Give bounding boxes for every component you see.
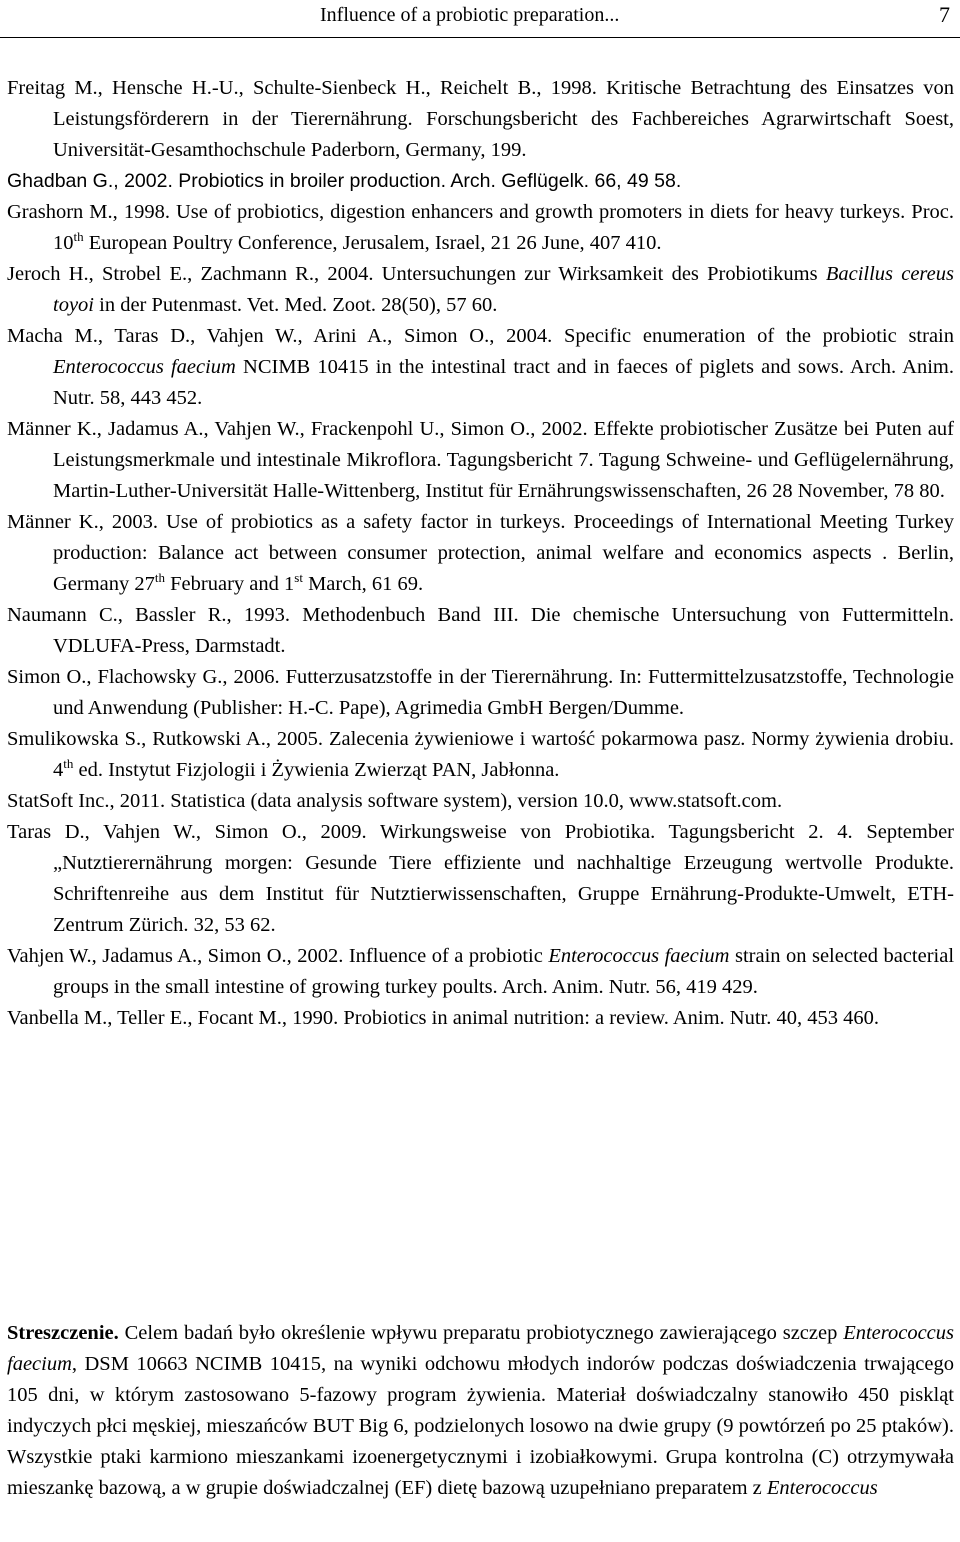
reference-simon: Simon O., Flachowsky G., 2006. Futterzusatzstoffe in der Tierernährung. In: Futtermittelzusatzstoffe, Technologie und Anwendung (Publisher: H.-C. Pape), Agrimedia GmbH Bergen/Dumme. <box>7 666 954 719</box>
summary-paragraph <box>7 1318 954 1504</box>
page-number: 7 <box>939 2 950 27</box>
reference-text: Smulikowska S., Rutkowski A., 2005. Zalecenia żywieniowe i wartość pokarmowa pasz. Normy żywienia drobiu. 4 <box>7 728 954 781</box>
superscript: th <box>63 756 74 771</box>
reference-text: February and 1 <box>165 573 295 595</box>
summary-text: , DSM 10663 NCIMB 10415, na wyniki odchowu młodych indorów podczas doświadczenia trwającego 105 dni, w którym zastosowano 5-fazowy program żywienia. Materiał doświadczalny stanowiło 450 piskląt indyczych płci męskiej, mieszańców BUT Big 6, podzielonych losowo na dwie grupy (9 powtórzeń po 25 ptaków). Wszystkie ptaki karmiono mieszankami izoenergetycznymi i izobiałkowymi. Grupa kontrolna (C) otrzymywała mieszankę bazową, a w grupie doświadczalnej (EF) dietę bazową uzupełniano preparatem z <box>7 1353 954 1499</box>
superscript: th <box>73 229 84 244</box>
superscript: th <box>154 570 166 585</box>
reference-statsoft: StatSoft Inc., 2011. Statistica (data analysis software system), version 10.0, www.statsoft.com. <box>7 790 783 812</box>
species-name: Enterococcus faecium <box>53 356 236 378</box>
reference-text: March, 61 69. <box>302 573 424 595</box>
reference-text: Männer K., 2003. Use of probiotics as a safety factor in turkeys. Proceedings of International Meeting Turkey production: Balance act between consumer protection, animal welfare and economics aspects . Berlin, Germany 27 <box>7 511 954 595</box>
species-name: Enterococcus faecium <box>7 1322 954 1375</box>
reference-vahjen <box>7 941 954 1003</box>
reference-taras: Taras D., Vahjen W., Simon O., 2009. Wirkungsweise von Probiotika. Tagungsbericht 2. 4. September „Nutztierernährung morgen: Gesunde Tiere effiziente und nachhaltige Erzeugung wertvolle Produkte. Schriftenreihe aus dem Institut für Nutztierwissenschaften, Gruppe Ernährung-Produkte-Umwelt, ETH-Zentrum Zürich. 32, 53 62. <box>7 821 954 936</box>
reference-macha <box>7 321 954 414</box>
reference-manner-2003 <box>7 507 954 600</box>
reference-manner-2002: Männer K., Jadamus A., Vahjen W., Frackenpohl U., Simon O., 2002. Effekte probiotischer Zusätze bei Puten auf Leistungsmerkmale und intestinale Mikroflora. Tagungsbericht 7. Tagung Schweine- und Geflügelernährung, Martin-Luther-Universität Halle-Wittenberg, Institut für Ernährungswissenschaften, 26 28 November, 78 80. <box>7 418 954 502</box>
reference-ghadban: Ghadban G., 2002. Probiotics in broiler production. Arch. Geflügelk. 66, 49 58. <box>7 170 682 192</box>
reference-text: Vahjen W., Jadamus A., Simon O., 2002. Influence of a probiotic <box>7 945 549 967</box>
reference-vanbella: Vanbella M., Teller E., Focant M., 1990. Probiotics in animal nutrition: a review. Anim. Nutr. 40, 453 460. <box>7 1007 879 1029</box>
reference-naumann: Naumann C., Bassler R., 1993. Methodenbuch Band III. Die chemische Untersuchung von Futtermitteln. VDLUFA-Press, Darmstadt. <box>7 604 954 657</box>
running-header <box>0 0 960 38</box>
reference-text: Jeroch H., Strobel E., Zachmann R., 2004. Untersuchungen zur Wirksamkeit des Probiotikums <box>7 263 826 285</box>
reference-text: NCIMB 10415 in the intestinal tract and in faeces of piglets and sows. Arch. Anim. Nutr. 58, 443 452. <box>53 356 954 409</box>
superscript: st <box>294 570 303 585</box>
reference-text: ed. Instytut Fizjologii i Żywienia Zwierząt PAN, Jabłonna. <box>73 759 560 781</box>
species-name: Enterococcus <box>766 1477 878 1499</box>
species-name: Enterococcus faecium <box>548 945 730 967</box>
reference-text: strain on selected bacterial groups in the small intestine of growing turkey poults. Arch. Anim. Nutr. 56, 419 429. <box>53 945 955 998</box>
reference-text: Grashorn M., 1998. Use of probiotics, digestion enhancers and growth promoters in diets for heavy turkeys. Proc. 10 <box>7 201 954 254</box>
species-name: Bacillus cereus toyoi <box>53 263 954 316</box>
running-title: Influence of a probiotic preparation... <box>320 4 620 26</box>
summary-text: Celem badań było określenie wpływu preparatu probiotycznego zawierającego szczep <box>118 1322 844 1344</box>
reference-text: European Poultry Conference, Jerusalem, Israel, 21 26 June, 407 410. <box>83 232 662 254</box>
reference-text: in der Putenmast. Vet. Med. Zoot. 28(50), 57 60. <box>94 294 498 316</box>
reference-freitag: Freitag M., Hensche H.-U., Schulte-Sienbeck H., Reichelt B., 1998. Kritische Betrachtung des Einsatzes von Leistungsförderern in der Tierernährung. Forschungsbericht des Fachbereiches Agrarwirtschaft Soest, Universität-Gesamthochschule Paderborn, Germany, 199. <box>7 77 954 161</box>
reference-text: Macha M., Taras D., Vahjen W., Arini A., Simon O., 2004. Specific enumeration of the probiotic strain <box>7 325 954 347</box>
reference-grashorn <box>7 197 954 259</box>
reference-jeroch <box>7 259 954 321</box>
summary-label: Streszczenie. <box>7 1322 119 1344</box>
reference-list <box>7 73 954 1034</box>
reference-smulikowska <box>7 724 954 786</box>
